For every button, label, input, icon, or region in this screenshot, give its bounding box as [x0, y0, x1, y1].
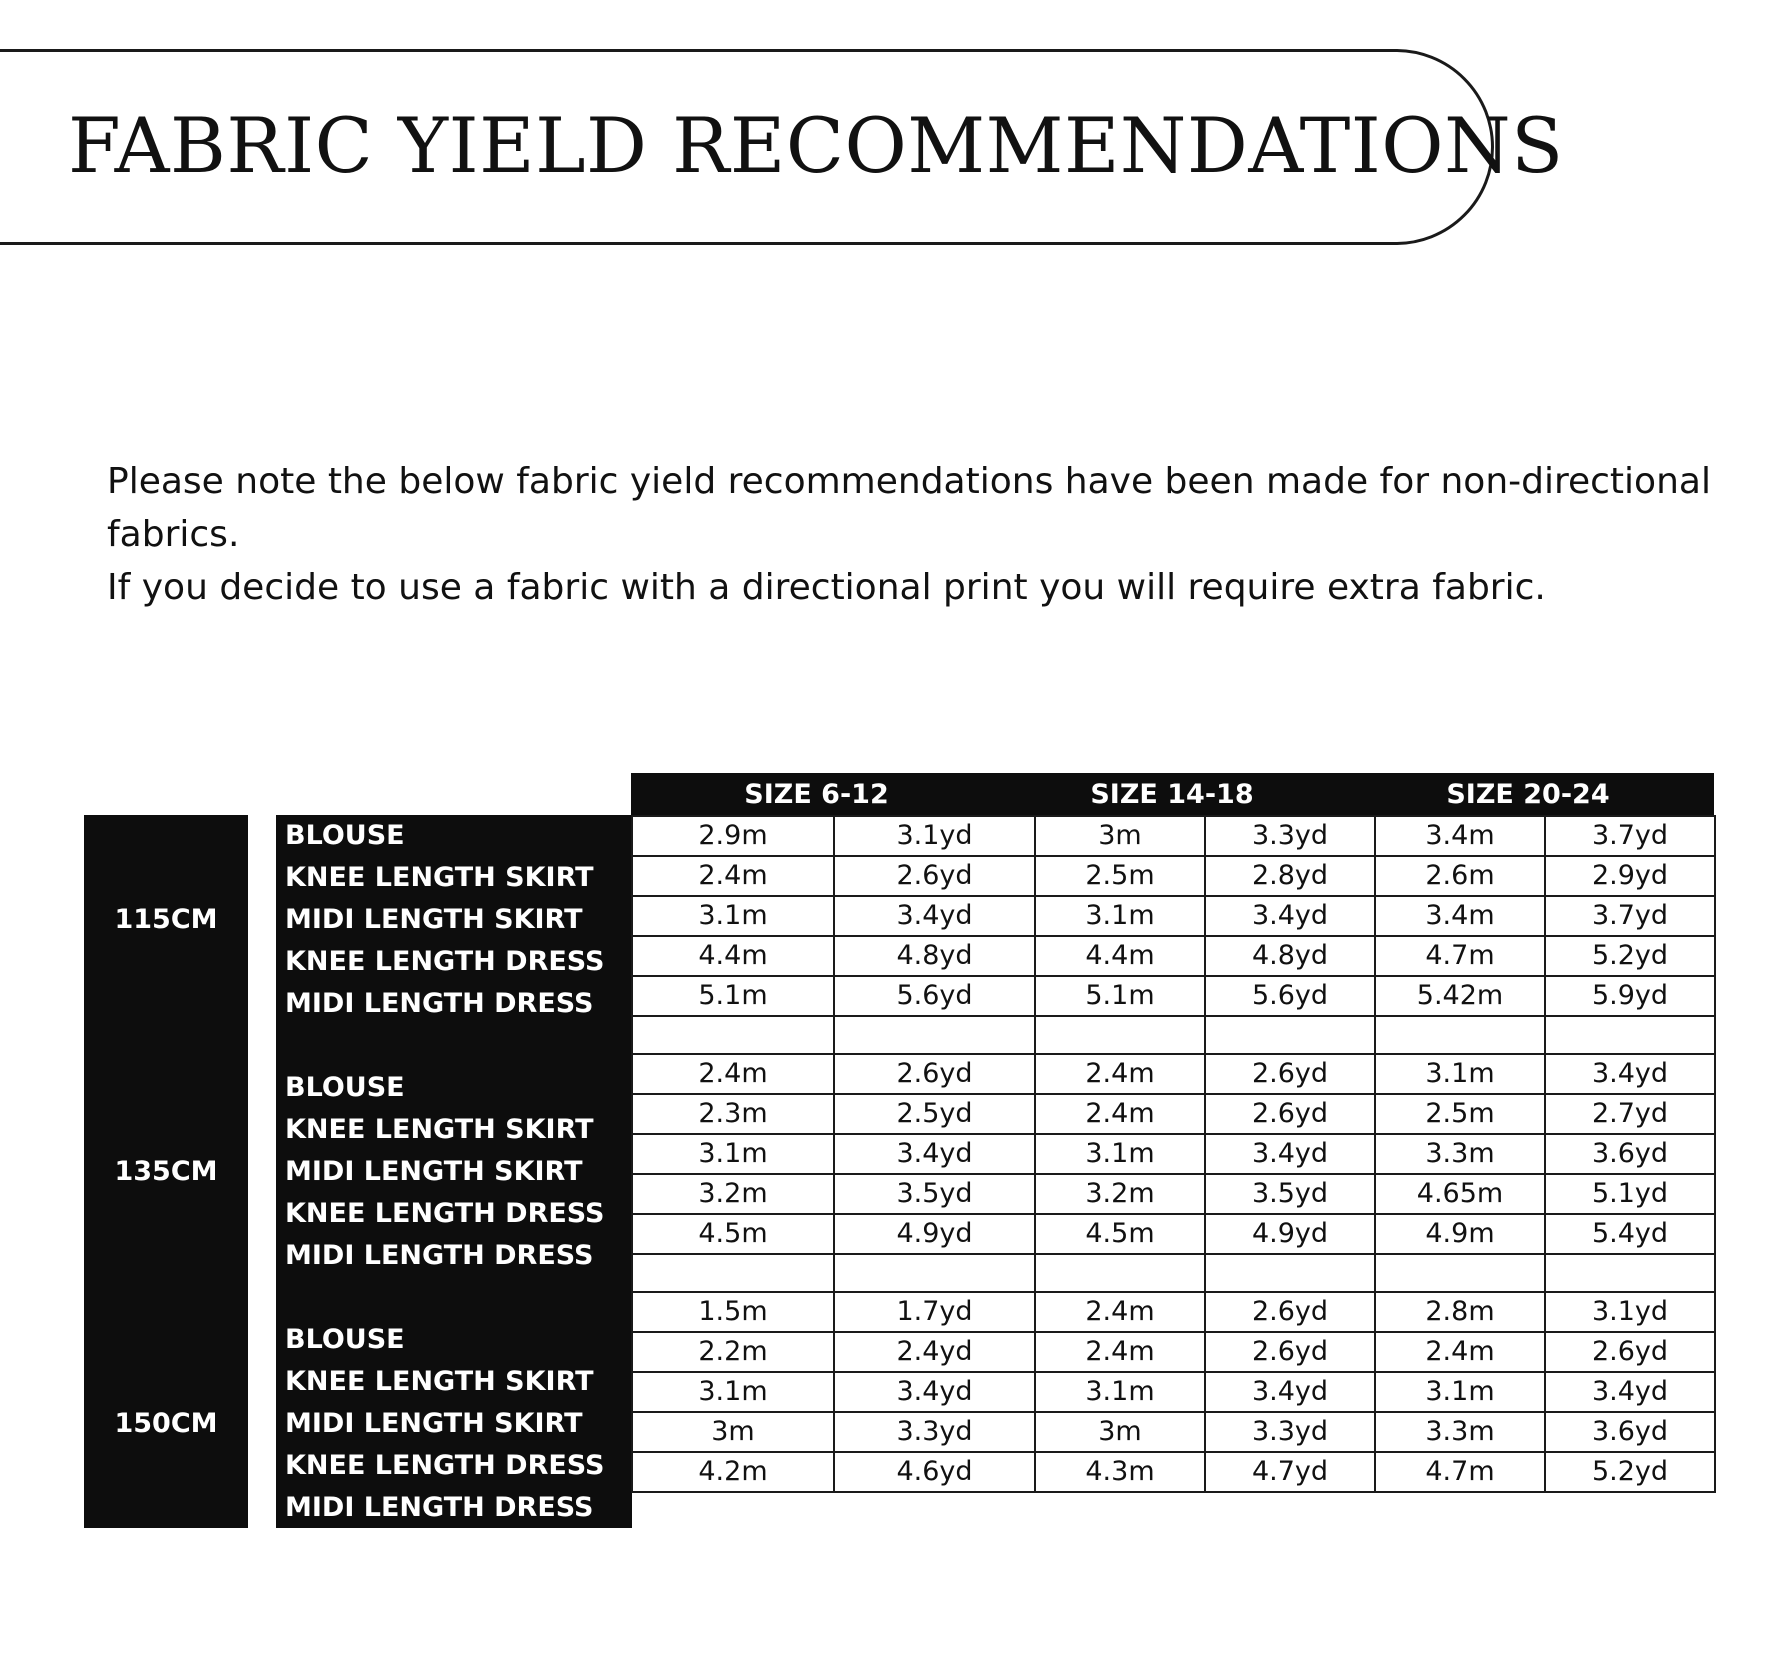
- table-row: [632, 1214, 1715, 1254]
- yield-cell: 2.4m: [1035, 1054, 1205, 1094]
- yield-cell: 3.3m: [1375, 1134, 1545, 1174]
- yield-cell: 3.4yd: [834, 896, 1035, 936]
- note-line: Please note the below fabric yield recommendations have been made for non-directional fabrics.: [107, 461, 1711, 555]
- yield-cell: 5.2yd: [1545, 1452, 1715, 1492]
- table-row: [632, 1332, 1715, 1372]
- yield-cell: 3.3yd: [1205, 816, 1375, 856]
- yield-cell: 3.1yd: [1545, 1292, 1715, 1332]
- yield-cell: 2.7yd: [1545, 1094, 1715, 1134]
- garment-label: MIDI LENGTH DRESS: [285, 1492, 594, 1523]
- yield-cell: 3.5yd: [1205, 1174, 1375, 1214]
- yield-cell: 4.5m: [1035, 1214, 1205, 1254]
- yield-cell: 2.8yd: [1205, 856, 1375, 896]
- garment-label: KNEE LENGTH SKIRT: [285, 1366, 594, 1397]
- yield-cell: 3.1m: [632, 1134, 834, 1174]
- spacer-cell: [1545, 1254, 1715, 1292]
- yield-cell: 3m: [1035, 1412, 1205, 1452]
- yield-cell: 4.9yd: [1205, 1214, 1375, 1254]
- spacer-cell: [834, 1254, 1035, 1292]
- yield-cell: 2.6yd: [1205, 1054, 1375, 1094]
- table-row: [632, 1134, 1715, 1174]
- yield-cell: 4.7m: [1375, 1452, 1545, 1492]
- yield-cell: 5.4yd: [1545, 1214, 1715, 1254]
- yield-cell: 3.4yd: [1205, 896, 1375, 936]
- yield-cell: 4.5m: [632, 1214, 834, 1254]
- spacer-cell: [1375, 1016, 1545, 1054]
- size-header-6-12: SIZE 6-12: [744, 779, 889, 810]
- yield-cell: 4.9m: [1375, 1214, 1545, 1254]
- yield-cell: 2.4yd: [834, 1332, 1035, 1372]
- yield-cell: 2.4m: [632, 856, 834, 896]
- yield-cell: 2.6yd: [1205, 1332, 1375, 1372]
- yield-cell: 3.3m: [1375, 1412, 1545, 1452]
- yield-cell: 2.6m: [1375, 856, 1545, 896]
- yield-cell: 2.2m: [632, 1332, 834, 1372]
- yield-cell: 5.1m: [1035, 976, 1205, 1016]
- table-row: [632, 816, 1715, 856]
- yield-cell: 2.5m: [1035, 856, 1205, 896]
- spacer-cell: [834, 1016, 1035, 1054]
- yield-cell: 3.1m: [1035, 1134, 1205, 1174]
- garment-label: MIDI LENGTH DRESS: [285, 988, 594, 1019]
- size-header-14-18: SIZE 14-18: [1090, 779, 1254, 810]
- spacer-cell: [1205, 1016, 1375, 1054]
- spacer-cell: [1035, 1254, 1205, 1292]
- table-row: [632, 1054, 1715, 1094]
- table-row: [632, 1174, 1715, 1214]
- yield-cell: 4.4m: [1035, 936, 1205, 976]
- fabric-note: [107, 455, 1767, 614]
- yield-grid: [631, 815, 1716, 1493]
- table-row: [632, 1412, 1715, 1452]
- yield-cell: 4.7m: [1375, 936, 1545, 976]
- yield-cell: 5.42m: [1375, 976, 1545, 1016]
- garment-label: KNEE LENGTH DRESS: [285, 1198, 605, 1229]
- spacer-cell: [632, 1016, 834, 1054]
- garment-label: MIDI LENGTH SKIRT: [285, 904, 583, 935]
- garment-label: KNEE LENGTH SKIRT: [285, 1114, 594, 1145]
- spacer-cell: [1545, 1016, 1715, 1054]
- yield-cell: 4.8yd: [834, 936, 1035, 976]
- yield-cell: 4.6yd: [834, 1452, 1035, 1492]
- spacer-row: [632, 1254, 1715, 1292]
- table-row: [632, 1372, 1715, 1412]
- yield-cell: 5.1yd: [1545, 1174, 1715, 1214]
- yield-cell: 3.6yd: [1545, 1412, 1715, 1452]
- table-row: [632, 896, 1715, 936]
- table-row: [632, 936, 1715, 976]
- yield-cell: 2.6yd: [1205, 1292, 1375, 1332]
- table-row: [632, 1452, 1715, 1492]
- yield-cell: 4.9yd: [834, 1214, 1035, 1254]
- yield-cell: 2.6yd: [834, 856, 1035, 896]
- size-header-20-24: SIZE 20-24: [1446, 779, 1610, 810]
- yield-cell: 3.4yd: [834, 1134, 1035, 1174]
- yield-cell: 3.2m: [632, 1174, 834, 1214]
- yield-cell: 2.6yd: [1205, 1094, 1375, 1134]
- fabric-width-label: 115CM: [114, 904, 218, 935]
- spacer-row: [632, 1016, 1715, 1054]
- yield-cell: 5.1m: [632, 976, 834, 1016]
- table-row: [632, 976, 1715, 1016]
- garment-label: BLOUSE: [285, 820, 405, 851]
- yield-cell: 3.3yd: [834, 1412, 1035, 1452]
- yield-cell: 2.4m: [1375, 1332, 1545, 1372]
- yield-cell: 4.4m: [632, 936, 834, 976]
- yield-cell: 5.6yd: [834, 976, 1035, 1016]
- garment-label: KNEE LENGTH DRESS: [285, 1450, 605, 1481]
- table-row: [632, 1094, 1715, 1134]
- yield-cell: 2.4m: [1035, 1094, 1205, 1134]
- yield-cell: 3.7yd: [1545, 816, 1715, 856]
- yield-cell: 3.1m: [1375, 1372, 1545, 1412]
- yield-cell: 2.8m: [1375, 1292, 1545, 1332]
- garment-label: BLOUSE: [285, 1324, 405, 1355]
- yield-cell: 3.4yd: [1545, 1372, 1715, 1412]
- spacer-cell: [632, 1254, 834, 1292]
- spacer-cell: [1205, 1254, 1375, 1292]
- yield-cell: 3.1m: [1035, 896, 1205, 936]
- spacer-cell: [1375, 1254, 1545, 1292]
- yield-cell: 3.3yd: [1205, 1412, 1375, 1452]
- yield-cell: 3.4yd: [1205, 1372, 1375, 1412]
- yield-cell: 4.7yd: [1205, 1452, 1375, 1492]
- yield-cell: 3.4yd: [1545, 1054, 1715, 1094]
- yield-cell: 1.5m: [632, 1292, 834, 1332]
- yield-table: [631, 815, 1716, 1493]
- yield-cell: 5.2yd: [1545, 936, 1715, 976]
- yield-cell: 3.1m: [632, 896, 834, 936]
- yield-cell: 4.3m: [1035, 1452, 1205, 1492]
- spacer-cell: [1035, 1016, 1205, 1054]
- yield-cell: 3.6yd: [1545, 1134, 1715, 1174]
- yield-cell: 4.2m: [632, 1452, 834, 1492]
- yield-cell: 5.6yd: [1205, 976, 1375, 1016]
- yield-cell: 2.4m: [1035, 1292, 1205, 1332]
- yield-cell: 2.5yd: [834, 1094, 1035, 1134]
- table-row: [632, 1292, 1715, 1332]
- yield-cell: 3.4yd: [834, 1372, 1035, 1412]
- yield-cell: 2.9yd: [1545, 856, 1715, 896]
- yield-cell: 2.4m: [632, 1054, 834, 1094]
- yield-cell: 3.1m: [1035, 1372, 1205, 1412]
- yield-cell: 3.7yd: [1545, 896, 1715, 936]
- yield-cell: 3.4m: [1375, 896, 1545, 936]
- garment-label: MIDI LENGTH SKIRT: [285, 1156, 583, 1187]
- yield-cell: 2.6yd: [1545, 1332, 1715, 1372]
- yield-cell: 5.9yd: [1545, 976, 1715, 1016]
- yield-cell: 1.7yd: [834, 1292, 1035, 1332]
- yield-cell: 3.5yd: [834, 1174, 1035, 1214]
- yield-cell: 2.5m: [1375, 1094, 1545, 1134]
- page-title: FABRIC YIELD RECOMMENDATIONS: [68, 101, 1564, 190]
- yield-cell: 3.4yd: [1205, 1134, 1375, 1174]
- yield-cell: 4.8yd: [1205, 936, 1375, 976]
- garment-label: KNEE LENGTH SKIRT: [285, 862, 594, 893]
- yield-cell: 3.4m: [1375, 816, 1545, 856]
- note-line: If you decide to use a fabric with a directional print you will require extra fabric.: [107, 567, 1546, 608]
- table-row: [632, 856, 1715, 896]
- garment-label: KNEE LENGTH DRESS: [285, 946, 605, 977]
- yield-cell: 3.2m: [1035, 1174, 1205, 1214]
- yield-cell: 3m: [632, 1412, 834, 1452]
- yield-cell: 2.9m: [632, 816, 834, 856]
- yield-cell: 4.65m: [1375, 1174, 1545, 1214]
- garment-label: MIDI LENGTH DRESS: [285, 1240, 594, 1271]
- yield-cell: 3.1m: [632, 1372, 834, 1412]
- fabric-width-label: 135CM: [114, 1156, 218, 1187]
- yield-cell: 2.6yd: [834, 1054, 1035, 1094]
- garment-label: MIDI LENGTH SKIRT: [285, 1408, 583, 1439]
- fabric-width-label: 150CM: [114, 1408, 218, 1439]
- garment-label: BLOUSE: [285, 1072, 405, 1103]
- yield-cell: 2.4m: [1035, 1332, 1205, 1372]
- yield-cell: 3.1yd: [834, 816, 1035, 856]
- yield-table-body: [632, 816, 1715, 1492]
- yield-cell: 3.1m: [1375, 1054, 1545, 1094]
- yield-cell: 2.3m: [632, 1094, 834, 1134]
- yield-cell: 3m: [1035, 816, 1205, 856]
